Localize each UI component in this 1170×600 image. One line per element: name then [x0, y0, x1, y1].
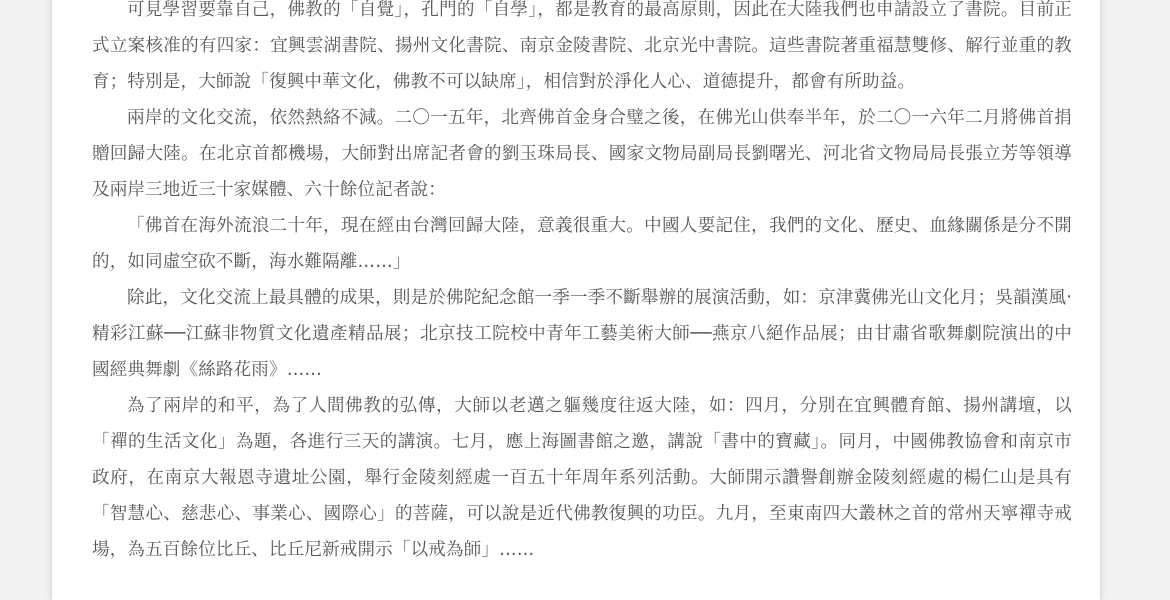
- article-body: [92, 0, 1072, 568]
- paragraph-exhibitions: 除此，文化交流上最具體的成果，則是於佛陀紀念館一季一季不斷舉辦的展演活動，如：京津冀佛光山文化月；吳韻漢風‧精彩江蘇──江蘇非物質文化遺產精品展；北京技工院校中青年工藝美術大師──燕京八絕作品展；由甘肅省歌舞劇院演出的中國經典舞劇《絲路花雨》……: [92, 288, 1072, 380]
- document-page: [52, 0, 1100, 600]
- paragraph-academies: 可見學習要靠自己，佛教的「自覺」，孔門的「自學」，都是教育的最高原則，因此在大陸我們也申請設立了書院。目前正式立案核准的有四家：宜興雲湖書院、揚州文化書院、南京金陵書院、北京光中書院。這些書院著重福慧雙修、解行並重的教育；特別是，大師說「復興中華文化，佛教不可以缺席」，相信對於淨化人心、道德提升，都會有所助益。: [92, 0, 1072, 92]
- paragraph-mainland-visits: 為了兩岸的和平，為了人間佛教的弘傳，大師以老邁之軀幾度往返大陸，如：四月，分別在宜興體育館、揚州講壇，以「禪的生活文化」為題，各進行三天的講演。七月，應上海圖書館之邀，講說「書中的寶藏」。同月，中國佛教協會和南京市政府，在南京大報恩寺遺址公園，舉行金陵刻經處一百五十年周年系列活動。大師開示讚譽創辦金陵刻經處的楊仁山是具有「智慧心、慈悲心、事業心、國際心」的菩薩，可以說是近代佛教復興的功臣。九月，至東南四大叢林之首的常州天寧禪寺戒場，為五百餘位比丘、比丘尼新戒開示「以戒為師」……: [92, 396, 1072, 560]
- paragraph-cultural-exchange: 兩岸的文化交流，依然熱絡不減。二〇一五年，北齊佛首金身合璧之後，在佛光山供奉半年，於二〇一六年二月將佛首捐贈回歸大陸。在北京首都機場，大師對出席記者會的劉玉珠局長、國家文物局副局長劉曙光、河北省文物局局長張立芳等領導及兩岸三地近三十家媒體、六十餘位記者說：: [92, 108, 1072, 200]
- paragraph-quote-buddha-head: 「佛首在海外流浪二十年，現在經由台灣回歸大陸，意義很重大。中國人要記住，我們的文化、歷史、血緣關係是分不開的，如同虛空砍不斷，海水難隔離……」: [92, 216, 1072, 272]
